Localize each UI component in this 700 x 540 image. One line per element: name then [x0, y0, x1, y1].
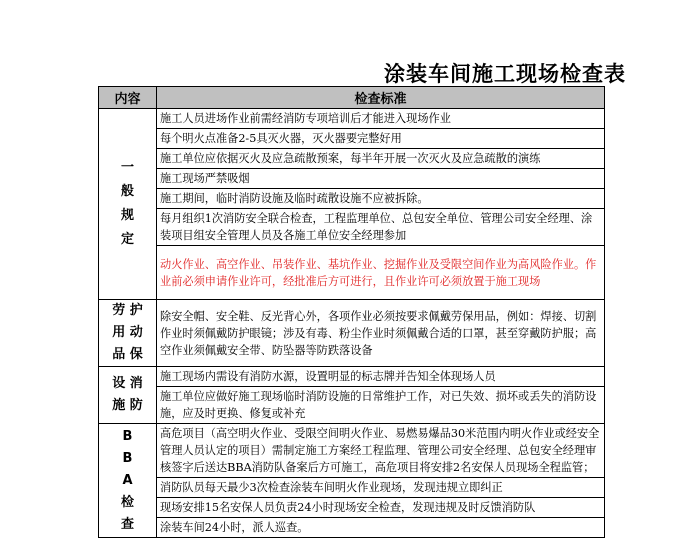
category-ppe-line3: 品 保 — [112, 347, 143, 362]
standard-cell: 现场安排15名安保人员负责24小时现场安全检查，发现违规及时反馈消防队 — [157, 498, 605, 518]
header-content: 内容 — [99, 87, 157, 109]
standard-cell: 涂装车间24小时，派人巡查。 — [157, 518, 605, 538]
table-row — [99, 478, 605, 498]
header-standard: 检查标准 — [157, 87, 605, 109]
category-fire-facilities — [99, 367, 157, 424]
table-row — [99, 424, 605, 478]
category-general: 一 般 规 定 — [99, 109, 157, 300]
high-risk-standard-cell: 动火作业、高空作业、吊装作业、基坑作业、挖掘作业及受限空间作业为高风险作业。作业前必须申请作业许可，经批准后方可进行，且作业许可必须放置于施工现场 — [157, 246, 605, 300]
table-row — [99, 367, 605, 387]
standard-cell: 每月组织1次消防安全联合检查，工程监理单位、总包安全单位、管理公司安全经理、涂装项目组安全管理人员及各施工单位安全经理参加 — [157, 209, 605, 246]
standard-cell: 施工现场内需设有消防水源，设置明显的标志牌并告知全体现场人员 — [157, 367, 605, 387]
category-ppe-line2: 用 动 — [112, 325, 143, 340]
table-row — [99, 209, 605, 246]
table-row — [99, 189, 605, 209]
standard-cell: 施工期间，临时消防设施及临时疏散设施不应被拆除。 — [157, 189, 605, 209]
standard-cell: 施工现场严禁吸烟 — [157, 169, 605, 189]
table-row — [99, 149, 605, 169]
category-ppe-line1: 劳 护 — [112, 303, 143, 318]
standard-cell: 施工人员进场作业前需经消防专项培训后才能进入现场作业 — [157, 109, 605, 129]
table-row — [99, 129, 605, 149]
category-bba: B B A 检 查 — [99, 424, 157, 538]
standard-cell: 施工单位应做好施工现场临时消防设施的日常维护工作，对已失效、损坏或丢失的消防设施，应及时更换、修复或补充 — [157, 387, 605, 424]
table-row — [99, 387, 605, 424]
table-row — [99, 246, 605, 300]
standard-cell: 消防队员每天最少3次检查涂装车间明火作业现场，发现违规立即纠正 — [157, 478, 605, 498]
page-title: 涂装车间施工现场检查表 — [384, 62, 626, 86]
table-row — [99, 169, 605, 189]
inspection-table — [98, 86, 605, 538]
table-row — [99, 498, 605, 518]
table-row — [99, 518, 605, 538]
table-row — [99, 300, 605, 367]
table-header-row — [99, 87, 605, 109]
category-fire-line1: 设 消 — [112, 376, 143, 391]
category-ppe — [99, 300, 157, 367]
standard-cell: 高危项目（高空明火作业、受限空间明火作业、易燃易爆品30米范围内明火作业或经安全管理人员认定的项目）需制定施工方案经工程监理、管理公司安全经理、总包安全经理审核签字后送达BBA消防队备案后方可施工，高危项目将安排2名安保人员现场全程监管； — [157, 424, 605, 478]
category-fire-line2: 施 防 — [112, 398, 143, 413]
standard-cell: 除安全帽、安全鞋、反光背心外，各项作业必须按要求佩戴劳保用品，例如：焊接、切割作业时须佩戴防护眼镜；涉及有毒、粉尘作业时须佩戴合适的口罩，甚至穿戴防护服；高空作业须佩戴安全带、防坠器等防跌落设备 — [157, 300, 605, 367]
standard-cell: 施工单位应依据灭火及应急疏散预案，每半年开展一次灭火及应急疏散的演练 — [157, 149, 605, 169]
table-row — [99, 109, 605, 129]
standard-cell: 每个明火点准备2-5具灭火器，灭火器要完整好用 — [157, 129, 605, 149]
